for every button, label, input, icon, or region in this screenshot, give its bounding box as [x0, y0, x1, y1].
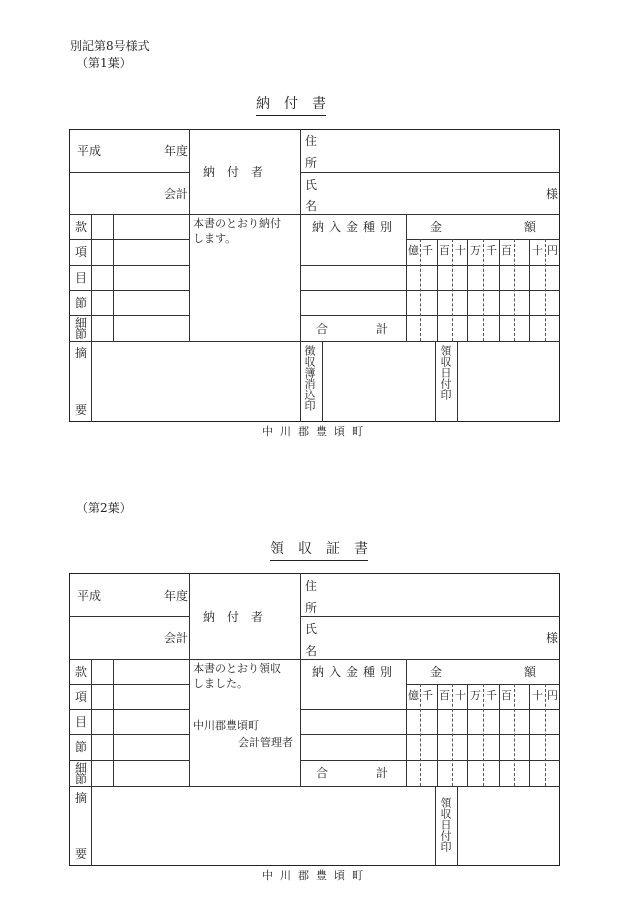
sheet-2-name-bottom: 名 — [305, 644, 318, 658]
sheet-2-issuer-town: 中川郡豊頃町 — [193, 719, 259, 732]
sheet-2-amount-label2: 額 — [524, 665, 537, 679]
sheet-2-row-kou: 項 — [75, 690, 88, 704]
sheet-2-label: （第2葉） — [76, 501, 132, 515]
sheet-2-digit-hyaku2: 百 — [501, 689, 512, 702]
sheet-1-receipt-date-stamp-label: 領収日付印 — [439, 345, 452, 400]
sheet-2-digit-oku: 億 — [408, 689, 419, 702]
form-number-label: 別記第8号様式 — [70, 39, 150, 53]
sheet-1-digit-juu2: 十 — [532, 244, 543, 257]
sheet-1-payer-label: 納 付 者 — [203, 165, 264, 179]
sheet-1-address-top: 住 — [305, 134, 318, 148]
sheet-1-year-label: 年度 — [164, 144, 189, 158]
sheet-2-notice-line2: しました。 — [193, 677, 248, 690]
sheet-2-digit-juu1: 十 — [455, 689, 466, 702]
sheet-1-name-bottom: 名 — [305, 199, 318, 213]
sheet-2-payment-type: 納入金種別 — [312, 665, 398, 679]
sheet-1-digit-man: 万 — [470, 244, 481, 257]
sheet-2-footer-town: 中川郡豊頃町 — [262, 869, 370, 882]
sheet-1-notice-line2: します。 — [193, 232, 237, 245]
sheet-1-row-setsu: 節 — [75, 296, 88, 310]
sheet-1-digit-sen1: 千 — [422, 244, 433, 257]
sheet-2-address-top: 住 — [305, 579, 318, 593]
sheet-1-total-label: 合 — [316, 322, 329, 336]
sheet-2-row-moku: 目 — [75, 715, 88, 729]
sheet-2-digit-sen1: 千 — [422, 689, 433, 702]
sheet-2-name-top: 氏 — [305, 622, 318, 636]
sheet-1-total-label2: 計 — [376, 322, 389, 336]
sheet-2-address-bottom: 所 — [305, 601, 318, 615]
sheet-2-remarks-top: 摘 — [75, 791, 88, 805]
sheet-1-sub-item-1: 細 — [75, 316, 88, 330]
sheet-1-address-bottom: 所 — [305, 156, 318, 170]
sheet-2-row-kan: 款 — [75, 665, 88, 679]
sheet-1-footer-town: 中川郡豊頃町 — [262, 425, 370, 438]
sheet-2-payer-label: 納 付 者 — [203, 610, 264, 624]
sheet-2-sub-item-2: 節 — [75, 772, 88, 786]
sheet-2-account-label: 会計 — [164, 631, 189, 645]
sheet-1-remarks-bottom: 要 — [75, 403, 88, 417]
sheet-1-account-label: 会計 — [164, 187, 189, 201]
sheet-1-title: 納 付 書 — [256, 93, 326, 116]
sheet-1-ledger-stamp-label: 徴収簿消込印 — [303, 345, 316, 411]
sheet-2-digit-hyaku1: 百 — [439, 689, 450, 702]
sheet-2-row-setsu: 節 — [75, 740, 88, 754]
sheet-1-digit-hyaku2: 百 — [501, 244, 512, 257]
sheet-2-digit-juu2: 十 — [532, 689, 543, 702]
sheet-2-honorific: 様 — [546, 631, 559, 645]
sheet-2-sub-item-1: 細 — [75, 761, 88, 775]
sheet-1-era: 平成 — [77, 144, 102, 158]
sheet-1-notice-line1: 本書のとおり納付 — [193, 217, 281, 230]
sheet-2-year-label: 年度 — [164, 589, 189, 603]
sheet-2-total-label2: 計 — [376, 766, 389, 780]
sheet-1-digit-en: 円 — [547, 244, 558, 257]
sheet-1-amount-label2: 額 — [524, 220, 537, 234]
sheet-2-title: 領 収 証 書 — [270, 538, 368, 561]
sheet-1-amount-label: 金 — [430, 220, 443, 234]
sheet-1-row-kou: 項 — [75, 245, 88, 259]
sheet-1-digit-juu1: 十 — [455, 244, 466, 257]
sheet-1-sub-item-2: 節 — [75, 327, 88, 341]
sheet-2-notice-line1: 本書のとおり領収 — [193, 662, 281, 675]
sheet-1-digit-hyaku1: 百 — [439, 244, 450, 257]
sheet-1-row-kan: 款 — [75, 220, 88, 234]
sheet-2-digit-man: 万 — [470, 689, 481, 702]
sheet-1-digit-sen2: 千 — [486, 244, 497, 257]
sheet-1-row-moku: 目 — [75, 271, 88, 285]
sheet-2-digit-en: 円 — [547, 689, 558, 702]
sheet-2-total-label: 合 — [316, 766, 329, 780]
sheet-1-label: （第1葉） — [76, 56, 132, 70]
sheet-2-issuer-title: 会計管理者 — [238, 736, 293, 749]
sheet-1-name-top: 氏 — [305, 178, 318, 192]
sheet-1-digit-oku: 億 — [408, 244, 419, 257]
sheet-2-amount-label: 金 — [430, 665, 443, 679]
sheet-1-honorific: 様 — [546, 187, 559, 201]
sheet-2-remarks-bottom: 要 — [75, 847, 88, 861]
sheet-2-digit-sen2: 千 — [486, 689, 497, 702]
sheet-2-receipt-date-stamp-label: 領収日付印 — [439, 797, 452, 852]
sheet-2-era: 平成 — [77, 589, 102, 603]
sheet-1-remarks-top: 摘 — [75, 346, 88, 360]
sheet-1-payment-type: 納入金種別 — [312, 220, 398, 234]
